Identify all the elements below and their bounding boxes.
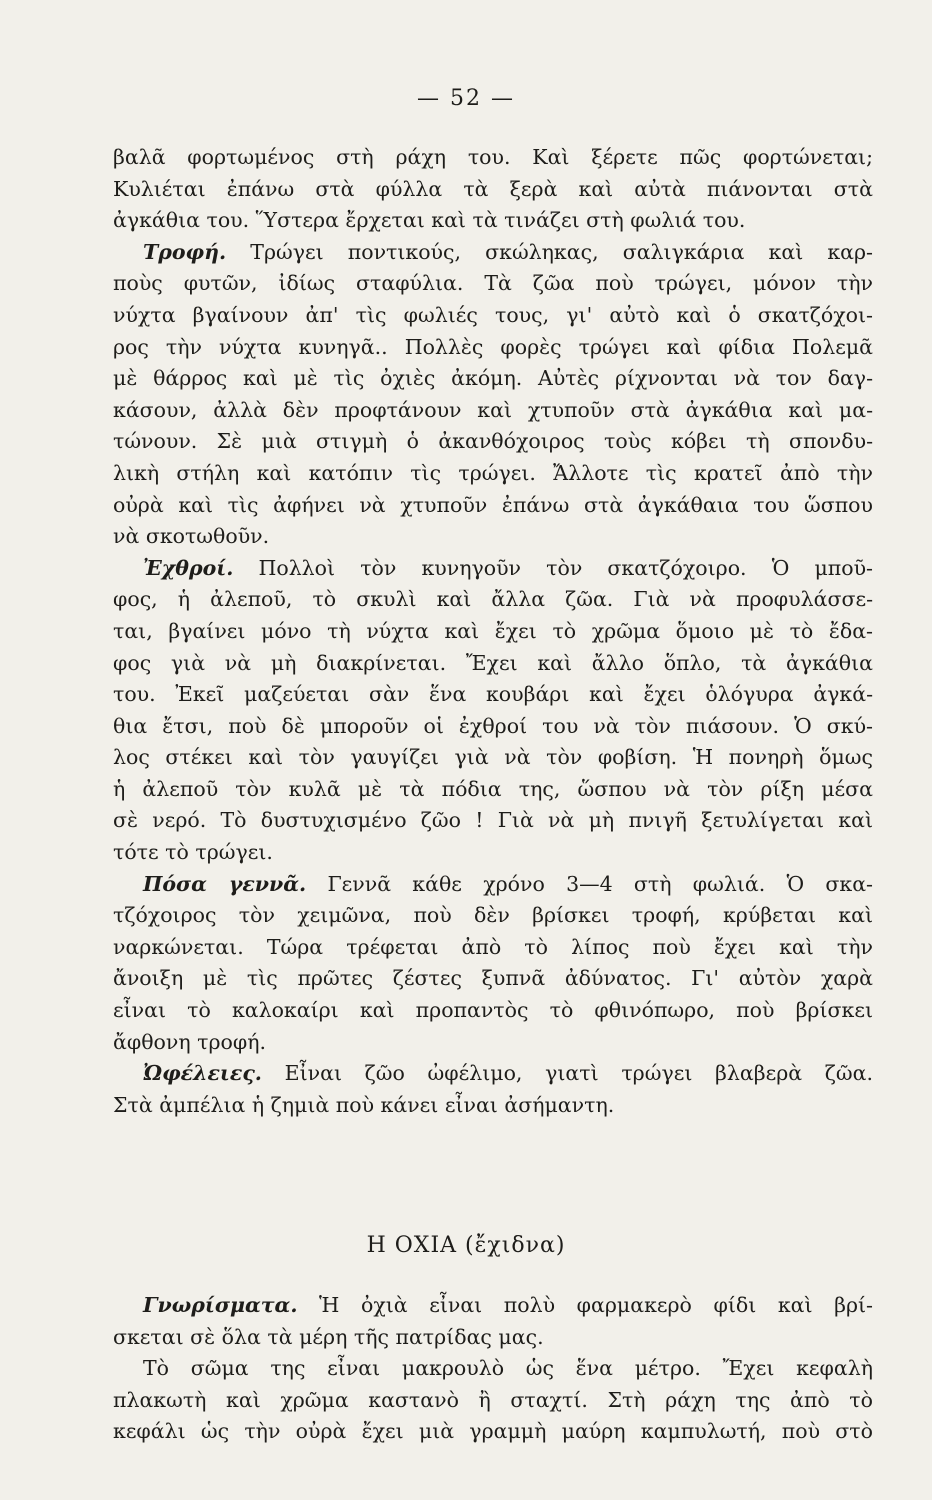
- text-line: εἶναι τὸ καλοκαίρι καὶ προπαντὸς τὸ φθινόπωρο, ποὺ βρίσκει: [113, 998, 873, 1023]
- text-line: λος στέκει καὶ τὸν γαυγίζει γιὰ νὰ τὸν φοβίση. Ἡ πονηρὴ ὅμως: [113, 745, 873, 770]
- text-line: ἀγκάθια του. Ὕστερα ἔρχεται καὶ τὰ τινάζει στὴ φωλιά του.: [113, 208, 746, 233]
- text-line: Κυλιέται ἐπάνω στὰ φύλλα τὰ ξερὰ καὶ αὐτὰ πιάνονται στὰ: [113, 176, 873, 201]
- text-line: μὲ θάρρος καὶ μὲ τὶς ὀχιὲς ἀκόμη. Αὐτὲς ρίχνονται νὰ τον δαγ-: [113, 366, 873, 391]
- viper-text: [113, 1290, 873, 1448]
- paragraph-enemies: [113, 553, 873, 585]
- text-line: ἄφθονη τροφή.: [113, 1029, 267, 1054]
- text-run: Γεννᾶ κάθε χρόνο 3—4 στὴ φωλιά. Ὁ σκα-: [327, 871, 873, 896]
- text-line: σκεται σὲ ὅλα τὰ μέρη τῆς πατρίδας μας.: [113, 1324, 544, 1349]
- paragraph-offspring: [113, 869, 873, 901]
- text-line: πλακωτὴ καὶ χρῶμα καστανὸ ἢ σταχτί. Στὴ ράχη της ἀπὸ τὸ: [113, 1387, 873, 1412]
- paragraph-features: [113, 1290, 873, 1322]
- text-line: λικὴ στήλη καὶ κατόπιν τὶς τρώγει. Ἄλλοτε τὶς κρατεῖ ἀπὸ τὴν: [113, 460, 873, 485]
- term-features: Γνωρίσματα.: [143, 1293, 298, 1317]
- text-run: Ἡ ὀχιὰ εἶναι πολὺ φαρμακερὸ φίδι καὶ βρί-: [319, 1293, 873, 1317]
- text-line: νὰ σκοτωθοῦν.: [113, 524, 270, 549]
- text-line: ἄνοιξη μὲ τὶς πρῶτες ζέστες ξυπνᾶ ἀδύνατος. Γι' αὐτὸν χαρὰ: [113, 966, 873, 991]
- text-run: Τρώγει ποντικούς, σκώληκας, σαλιγκάρια καὶ καρ-: [250, 239, 873, 264]
- paragraph-benefits: [113, 1058, 873, 1090]
- text-line: τότε τὸ τρώγει.: [113, 840, 273, 865]
- text-line: κεφάλι ὡς τὴν οὐρὰ ἔχει μιὰ γραμμὴ μαύρη καμπυλωτή, ποὺ στὸ: [113, 1419, 873, 1444]
- text-line: νύχτα βγαίνουν ἀπ' τὶς φωλιές τους, γι' αὐτὸ καὶ ὁ σκατζόχοι-: [113, 302, 873, 327]
- text-line: θια ἔτσι, ποὺ δὲ μποροῦν οἱ ἐχθροί του νὰ τὸν πιάσουν. Ὁ σκύ-: [113, 713, 873, 738]
- paragraph-food: [113, 237, 873, 269]
- text-line: τζόχοιρος τὸν χειμῶνα, ποὺ δὲν βρίσκει τροφή, κρύβεται καὶ: [113, 903, 873, 928]
- term-enemies: Ἐχθροί.: [143, 555, 234, 580]
- text-line: τώνουν. Σὲ μιὰ στιγμὴ ὁ ἀκανθόχοιρος τοὺς κόβει τὴ σπονδυ-: [113, 429, 873, 454]
- page-number: — 52 —: [417, 86, 515, 111]
- text-line: ναρκώνεται. Τώρα τρέφεται ἀπὸ τὸ λίπος ποὺ ἔχει καὶ τὴν: [113, 934, 873, 959]
- text-line: ποὺς φυτῶν, ἰδίως σταφύλια. Τὰ ζῶα ποὺ τρώγει, μόνον τὴν: [113, 271, 873, 296]
- section-title: Η ΟΧΙΑ (ἔχιδνα): [366, 1233, 566, 1258]
- text-line: ρος τὴν νύχτα κυνηγᾶ.. Πολλὲς φορὲς τρώγει καὶ φίδια Πολεμᾶ: [113, 334, 873, 359]
- text-line: ἡ ἀλεποῦ τὸν κυλᾶ μὲ τὰ πόδια της, ὥσπου νὰ τὸν ρίξη μέσα: [113, 776, 873, 801]
- text-line: φος, ἡ ἀλεποῦ, τὸ σκυλὶ καὶ ἄλλα ζῶα. Γιὰ νὰ προφυλάσσε-: [113, 587, 873, 612]
- text-run: Εἶναι ζῶο ὠφέλιμο, γιατὶ τρώγει βλαβερὰ ζῶα.: [284, 1061, 873, 1086]
- term-benefits: Ὠφέλειες.: [143, 1061, 262, 1086]
- text-run: Πολλοὶ τὸν κυνηγοῦν τὸν σκατζόχοιρο. Ὁ μποῦ-: [258, 555, 873, 580]
- term-offspring: Πόσα γεννᾶ.: [143, 871, 307, 896]
- text-line: Στὰ ἀμπέλια ἡ ζημιὰ ποὺ κάνει εἶναι ἀσήμαντη.: [113, 1092, 615, 1117]
- text-line: Τὸ σῶμα της εἶναι μακρουλὸ ὡς ἕνα μέτρο. Ἔχει κεφαλὴ: [143, 1356, 873, 1381]
- hedgehog-text: [113, 142, 873, 1121]
- text-line: φος γιὰ νὰ μὴ διακρίνεται. Ἔχει καὶ ἄλλο ὅπλο, τὰ ἀγκάθια: [113, 650, 873, 675]
- text-line: κάσουν, ἀλλὰ δὲν προφτάνουν καὶ χτυποῦν στὰ ἀγκάθια καὶ μα-: [113, 397, 873, 422]
- text-line: σὲ νερό. Τὸ δυστυχισμένο ζῶο ! Γιὰ νὰ μὴ πνιγῆ ξετυλίγεται καὶ: [113, 808, 873, 833]
- text-line: ται, βγαίνει μόνο τὴ νύχτα καὶ ἔχει τὸ χρῶμα ὅμοιο μὲ τὸ ἔδα-: [113, 618, 873, 643]
- text-line: βαλᾶ φορτωμένος στὴ ράχη του. Καὶ ξέρετε πῶς φορτώνεται;: [113, 145, 873, 169]
- text-line: του. Ἐκεῖ μαζεύεται σὰν ἕνα κουβάρι καὶ ἔχει ὁλόγυρα ἀγκά-: [113, 682, 873, 707]
- text-line: οὐρὰ καὶ τὶς ἀφήνει νὰ χτυποῦν ἐπάνω στὰ ἀγκάθαια του ὥσπου: [113, 492, 873, 517]
- term-food: Τροφή.: [143, 239, 227, 264]
